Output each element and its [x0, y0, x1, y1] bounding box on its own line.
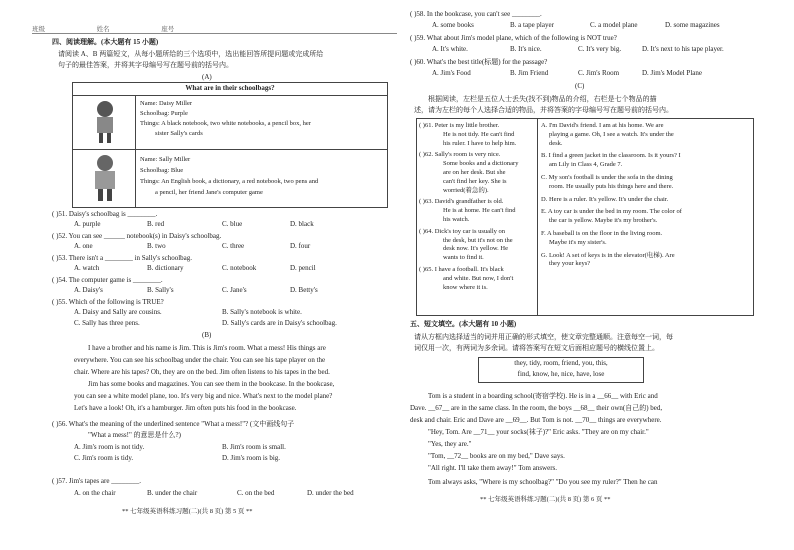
person-item-line: ( )65. I have a football. It's black: [419, 266, 504, 273]
table-column-divider: [135, 95, 136, 207]
person-item-line: can't find her key. She is: [443, 177, 507, 185]
c-instruction-line: 根据阅读，左栏是五位人士丢失(找不到)物品的介绍，右栏是七个物品的描: [428, 95, 657, 103]
schoolbag-table: [72, 82, 388, 208]
matching-table: [416, 118, 754, 316]
question-51: ( )51. Daisy's schoolbag is ________.: [52, 210, 158, 218]
option: C. Sally has three pens.: [74, 319, 140, 327]
object-item-line: B. I find a green jacket in the classroom. Is it yours? I: [541, 152, 681, 160]
option: A. some books: [432, 21, 474, 29]
option: A. on the chair: [74, 489, 116, 497]
person-item-line: are on her desk. But she: [443, 169, 506, 176]
question-53: ( )53. There isn't a ________ in Sally's schoolbag.: [52, 254, 193, 262]
option: C. It's very big.: [578, 45, 622, 53]
object-item-line: E. A toy car is under the bed in my room. The color of: [541, 208, 682, 216]
person-item-line: ( )61. Peter is my little brother.: [419, 122, 500, 129]
option: D. pencil: [290, 264, 316, 272]
c-instruction-line: 述，请为左栏的每个人选择合适的物品，并将答案的字母编号写在题号前的括号内。: [414, 106, 673, 114]
question-60: ( )60. What's the best title(标题) for the passage?: [410, 58, 548, 66]
table-divider: [73, 149, 387, 150]
option: B. It's nice.: [510, 45, 542, 53]
passage-b-line: everywhere. You can see his schoolbag under the chair. You can see his tape player on the: [74, 356, 326, 364]
cloze-line: Tom is a student in a boarding school(寄宿学校). He is in a __66__ with Eric and: [428, 392, 658, 400]
object-item-line: desk.: [549, 139, 563, 147]
option: C. three: [222, 242, 245, 250]
option: C. Jim's Room: [578, 69, 620, 77]
table-title: What are in their schoolbags?: [185, 84, 275, 92]
question-59: ( )59. What about Jim's model plane, which of the following is NOT true?: [410, 34, 617, 42]
object-item-line: D. Here is a ruler. It's yellow. It's under the chair.: [541, 195, 669, 203]
sally-line: Schoolbag: Blue: [140, 167, 184, 174]
person-item-line: desk now. It's yellow. He: [443, 245, 508, 253]
person-item-line: the desk, but it's not on the: [443, 236, 513, 244]
instruction-line: 句子的最佳答案，并将其字母编号写在题号前的括号内。: [58, 61, 233, 69]
option: C. Jane's: [222, 286, 247, 294]
question-55: ( )55. Which of the following is TRUE?: [52, 298, 164, 306]
girl-illustration: [87, 99, 123, 145]
option: B. Jim Friend: [510, 69, 549, 77]
daisy-line: Schoolbag: Purple: [140, 110, 188, 117]
option: A. one: [74, 242, 93, 250]
boy-illustration: [87, 153, 123, 203]
passage-b-label: (B): [202, 331, 212, 339]
person-item-line: know where it is.: [443, 283, 488, 291]
option: D. Sally's cards are in Daisy's schoolbag.: [222, 319, 337, 327]
object-item-line: playing a game. Oh, I see a watch. It's under the: [549, 130, 674, 138]
name-label: 姓名: [96, 26, 110, 33]
option: B. under the chair: [147, 489, 198, 497]
option: B. dictionary: [147, 264, 184, 272]
right-page: [410, 0, 755, 550]
option: D. Jim's room is big.: [222, 454, 281, 462]
cloze-line: "Tom, __72__ books are on my bed," Dave says.: [428, 452, 565, 460]
option: B. red: [147, 220, 165, 228]
person-item-line: his watch.: [443, 216, 470, 223]
person-item-line: He is at home. He can't find: [443, 207, 516, 215]
header-row: [32, 24, 392, 33]
cloze-line: desk and chair. Eric and Dave are __69__. But Tom is not. __70__ things are everywhere.: [410, 416, 662, 424]
option: A. purple: [74, 220, 101, 228]
option: B. Jim's room is small.: [222, 443, 286, 451]
sally-line: Name: Sally Miller: [140, 156, 191, 163]
object-item-line: am Lily in Class 4, Grade 7.: [549, 161, 623, 169]
option: D. four: [290, 242, 311, 250]
table-divider: [73, 95, 387, 96]
option: B. a tape player: [510, 21, 554, 29]
object-item-line: Maybe it's my sister's.: [549, 238, 607, 246]
option: D. It's next to his tape player.: [642, 45, 724, 53]
instruction-line: 请阅读 A、B 两篇短文，从每小题所给的三个选项中，选出能回答所提问题或完成所给: [58, 50, 324, 58]
cloze-line: Dave. __67__ are in the same class. In the room, the boys __68__ their own(自己的) bed,: [410, 404, 663, 412]
person-item-line: his ruler. I have to help him.: [443, 139, 517, 147]
section5-instruction: 词仅用一次，有两词为多余词。请将答案写在短文后面相应题号的横线位置上。: [414, 344, 659, 352]
object-item-line: A. I'm David's friend. I am at his home. We are: [541, 122, 664, 129]
option: C. on the bed: [237, 489, 275, 497]
option: A. Daisy's: [74, 286, 103, 294]
person-item-line: ( )64. Dick's toy car is usually on: [419, 227, 506, 235]
page-footer: ** 七年级英语科练习题(二)(共 8 页) 第 6 页 **: [480, 496, 611, 503]
daisy-line: sister Sally's cards: [155, 130, 203, 137]
option: D. black: [290, 220, 314, 228]
cloze-line: "Hey, Tom. Are __71__ your socks(袜子)?" Eric asks. "They are on my chair.": [428, 428, 649, 436]
daisy-line: Things: A black notebook, two white notebooks, a pencil box, her: [140, 120, 311, 127]
word-box: [478, 357, 644, 383]
question-54: ( )54. The computer game is ________.: [52, 276, 163, 284]
question-58: ( )58. In the bookcase, you can't see ________.: [410, 10, 542, 18]
sally-line: Things: An English book, a dictionary, a red notebook, two pens and: [140, 178, 319, 185]
person-item-line: Some books and a dictionary: [443, 160, 519, 168]
option: D. some magazines: [665, 21, 720, 29]
option: C. a model plane: [590, 21, 638, 29]
option: B. Sally's notebook is white.: [222, 308, 302, 316]
option: A. Jim's Food: [432, 69, 471, 77]
option: A. Daisy and Sally are cousins.: [74, 308, 162, 316]
object-item-line: G. Look! A set of keys is in the elevator(电梯). Are: [541, 251, 675, 259]
matching-column-divider: [537, 119, 538, 315]
seat-label: 座号: [161, 26, 175, 33]
object-item-line: F. A baseball is on the floor in the living room.: [541, 230, 663, 237]
person-item-line: wants to find it.: [443, 254, 484, 262]
sally-line: a pencil, her friend Jane's computer game: [155, 189, 263, 196]
object-item-line: C. My son's football is under the sofa in the dining: [541, 174, 673, 181]
option: D. Jim's Model Plane: [642, 69, 702, 77]
option: C. blue: [222, 220, 243, 228]
object-item-line: room. He usually puts his things here and there.: [549, 182, 674, 190]
cloze-line: "All right. I'll take them away!" Tom answers.: [428, 464, 558, 472]
person-item-line: worried(着急的).: [443, 186, 489, 194]
question-56: ( )56. What's the meaning of the underlined sentence "What a mess!"? (文中画线句子: [52, 420, 295, 428]
word-box-line: they, tidy, room, friend, you, this,: [514, 359, 608, 367]
passage-b-line: I have a brother and his name is Jim. This is Jim's room. What a mess! His things are: [88, 344, 326, 352]
passage-b-line: Let's have a look! Oh, it's a hamburger. Jim often puts his food in the bookcase.: [74, 404, 297, 412]
section5-instruction: 请从方框内选择适当的词并用正确的形式填空，使文章完整通顺。注意每空一词，每: [414, 333, 673, 341]
cloze-line: Tom always asks, "Where is my schoolbag?" "Do you see my ruler?" Then he can: [428, 478, 658, 486]
person-item-line: ( )63. David's grandfather is old.: [419, 198, 504, 206]
question-56-cont: "What a mess!" 的意思是什么?): [88, 431, 181, 439]
option: B. two: [147, 242, 166, 250]
option: C. Jim's room is tidy.: [74, 454, 134, 462]
option: B. Sally's: [147, 286, 174, 294]
daisy-line: Name: Daisy Miller: [140, 100, 192, 107]
object-item-line: the car is yellow. Maybe it's my brother's.: [549, 217, 658, 225]
class-label: 班级: [32, 26, 45, 33]
person-item-line: He is not tidy. He can't find: [443, 130, 515, 138]
option: A. watch: [74, 264, 100, 272]
person-item-line: ( )62. Sally's room is very nice.: [419, 151, 501, 159]
option: D. under the bed: [307, 489, 354, 497]
option: C. notebook: [222, 264, 257, 272]
option: D. Betty's: [290, 286, 318, 294]
question-52: ( )52. You can see ______ notebook(s) in Daisy's schoolbag.: [52, 232, 222, 240]
cloze-line: "Yes, they are.": [428, 440, 472, 448]
header-divider: [32, 33, 397, 34]
question-57: ( )57. Jim's tapes are ________.: [52, 477, 141, 485]
option: A. It's white.: [432, 45, 468, 53]
page-footer: ** 七年级英语科练习题(二)(共 8 页) 第 5 页 **: [122, 508, 253, 515]
object-item-line: they your keys?: [549, 260, 591, 268]
option: A. Jim's room is not tidy.: [74, 443, 145, 451]
left-page: [32, 0, 397, 550]
passage-c-label: (C): [575, 82, 585, 90]
passage-b-line: chair. Where are his tapes? Oh, they are on the bed. Jim often listens to his tapes in the bed.: [74, 368, 330, 376]
passage-a-label: (A): [202, 73, 212, 81]
passage-b-line: you can see a white model plane, too. It's very big and nice. What's next to the model plane?: [74, 392, 333, 400]
section5-title: 五、短文填空。(本大题有 10 小题): [410, 320, 517, 328]
word-box-line: find, know, he, nice, have, lose: [517, 370, 605, 378]
person-item-line: and white. But now, I don't: [443, 274, 514, 282]
section-title: 四、阅读理解。(本大题有 15 小题): [52, 38, 159, 46]
passage-b-line: Jim has some books and magazines. You can see them in the bookcase. In the bookcase,: [88, 380, 335, 388]
